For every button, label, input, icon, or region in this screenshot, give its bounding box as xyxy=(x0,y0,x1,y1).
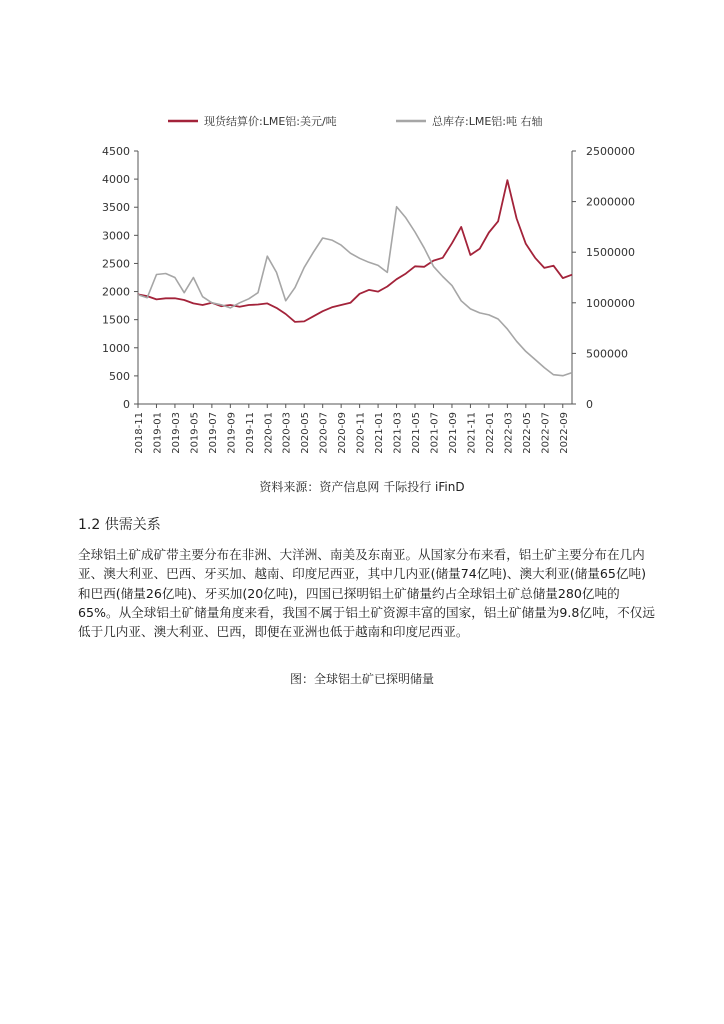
x-axis-tick-label: 2021-05 xyxy=(411,412,423,454)
lme-aluminium-price-inventory-chart xyxy=(0,0,724,470)
x-axis-tick-label: 2019-05 xyxy=(189,412,201,454)
legend-label: 总库存:LME铝:吨 右轴 xyxy=(432,115,543,128)
x-axis-tick-label: 2022-07 xyxy=(540,412,552,454)
section-heading: 1.2 供需关系 xyxy=(78,517,161,533)
x-axis-tick-label: 2020-07 xyxy=(318,412,330,454)
left-axis-tick-label: 1000 xyxy=(102,341,130,355)
right-axis-tick-label: 1000000 xyxy=(586,296,635,310)
right-axis-tick-label: 0 xyxy=(586,398,593,411)
x-axis-tick-label: 2020-11 xyxy=(355,412,367,454)
x-axis-tick-label: 2019-01 xyxy=(152,412,164,454)
x-axis-tick-label: 2020-09 xyxy=(337,412,349,454)
x-axis-tick-label: 2019-11 xyxy=(244,412,256,454)
left-axis-tick-label: 2000 xyxy=(102,285,130,299)
left-axis-tick-label: 2500 xyxy=(102,257,130,271)
legend-label: 现货结算价:LME铝:美元/吨 xyxy=(204,115,337,128)
x-axis-tick-label: 2021-03 xyxy=(392,412,404,454)
inventory-series-line xyxy=(138,207,572,376)
x-axis-tick-label: 2021-07 xyxy=(429,412,441,454)
left-axis-tick-label: 3500 xyxy=(102,201,130,215)
x-axis-tick-label: 2022-09 xyxy=(558,412,570,454)
left-axis-tick-label: 4000 xyxy=(102,173,130,187)
price-series-line xyxy=(138,180,572,322)
x-axis-tick-label: 2022-03 xyxy=(503,412,515,454)
left-axis-tick-label: 500 xyxy=(109,369,130,383)
x-axis-tick-label: 2021-01 xyxy=(374,412,386,454)
right-axis-tick-label: 1500000 xyxy=(586,246,635,260)
x-axis-tick-label: 2020-05 xyxy=(300,412,312,454)
right-axis-tick-label: 2000000 xyxy=(586,195,635,209)
body-paragraph: 全球铝土矿成矿带主要分布在非洲、大洋洲、南美及东南亚。从国家分布来看，铝土矿主要分布在几内亚、澳大利亚、巴西、牙买加、越南、印度尼西亚，其中几内亚(储量74亿吨)、澳大利亚(储量65亿吨)和巴西(储量26亿吨)、牙买加(20亿吨)，四国已探明铝土矿储量约占全球铝土矿总储量280亿吨的65%。从全球铝土矿储量角度来看，我国不属于铝土矿资源丰富的国家，铝土矿储量为9.8亿吨，不仅远低于几内亚、澳大利亚、巴西，即便在亚洲也低于越南和印度尼西亚。 xyxy=(78,547,655,640)
figure-caption: 图：全球铝土矿已探明储量 xyxy=(289,672,434,686)
x-axis-tick-label: 2022-01 xyxy=(484,412,496,454)
x-axis-tick-label: 2020-01 xyxy=(263,412,275,454)
left-axis-tick-label: 0 xyxy=(123,398,130,411)
right-axis-tick-label: 500000 xyxy=(586,347,628,361)
left-axis-tick-label: 3000 xyxy=(102,229,130,243)
right-axis-tick-label: 2500000 xyxy=(586,145,635,158)
x-axis-tick-label: 2019-09 xyxy=(226,412,238,454)
x-axis-tick-label: 2021-11 xyxy=(466,412,478,454)
x-axis-tick-label: 2021-09 xyxy=(447,412,459,454)
x-axis-tick-label: 2022-05 xyxy=(521,412,533,454)
x-axis-tick-label: 2019-03 xyxy=(170,412,182,454)
x-axis-tick-label: 2020-03 xyxy=(281,412,293,454)
left-axis-tick-label: 4500 xyxy=(102,145,130,158)
x-axis-tick-label: 2018-11 xyxy=(134,412,145,454)
x-axis-tick-label: 2019-07 xyxy=(207,412,219,454)
left-axis-tick-label: 1500 xyxy=(102,313,130,327)
chart-source: 资料来源：资产信息网 千际投行 iFinD xyxy=(259,480,465,494)
